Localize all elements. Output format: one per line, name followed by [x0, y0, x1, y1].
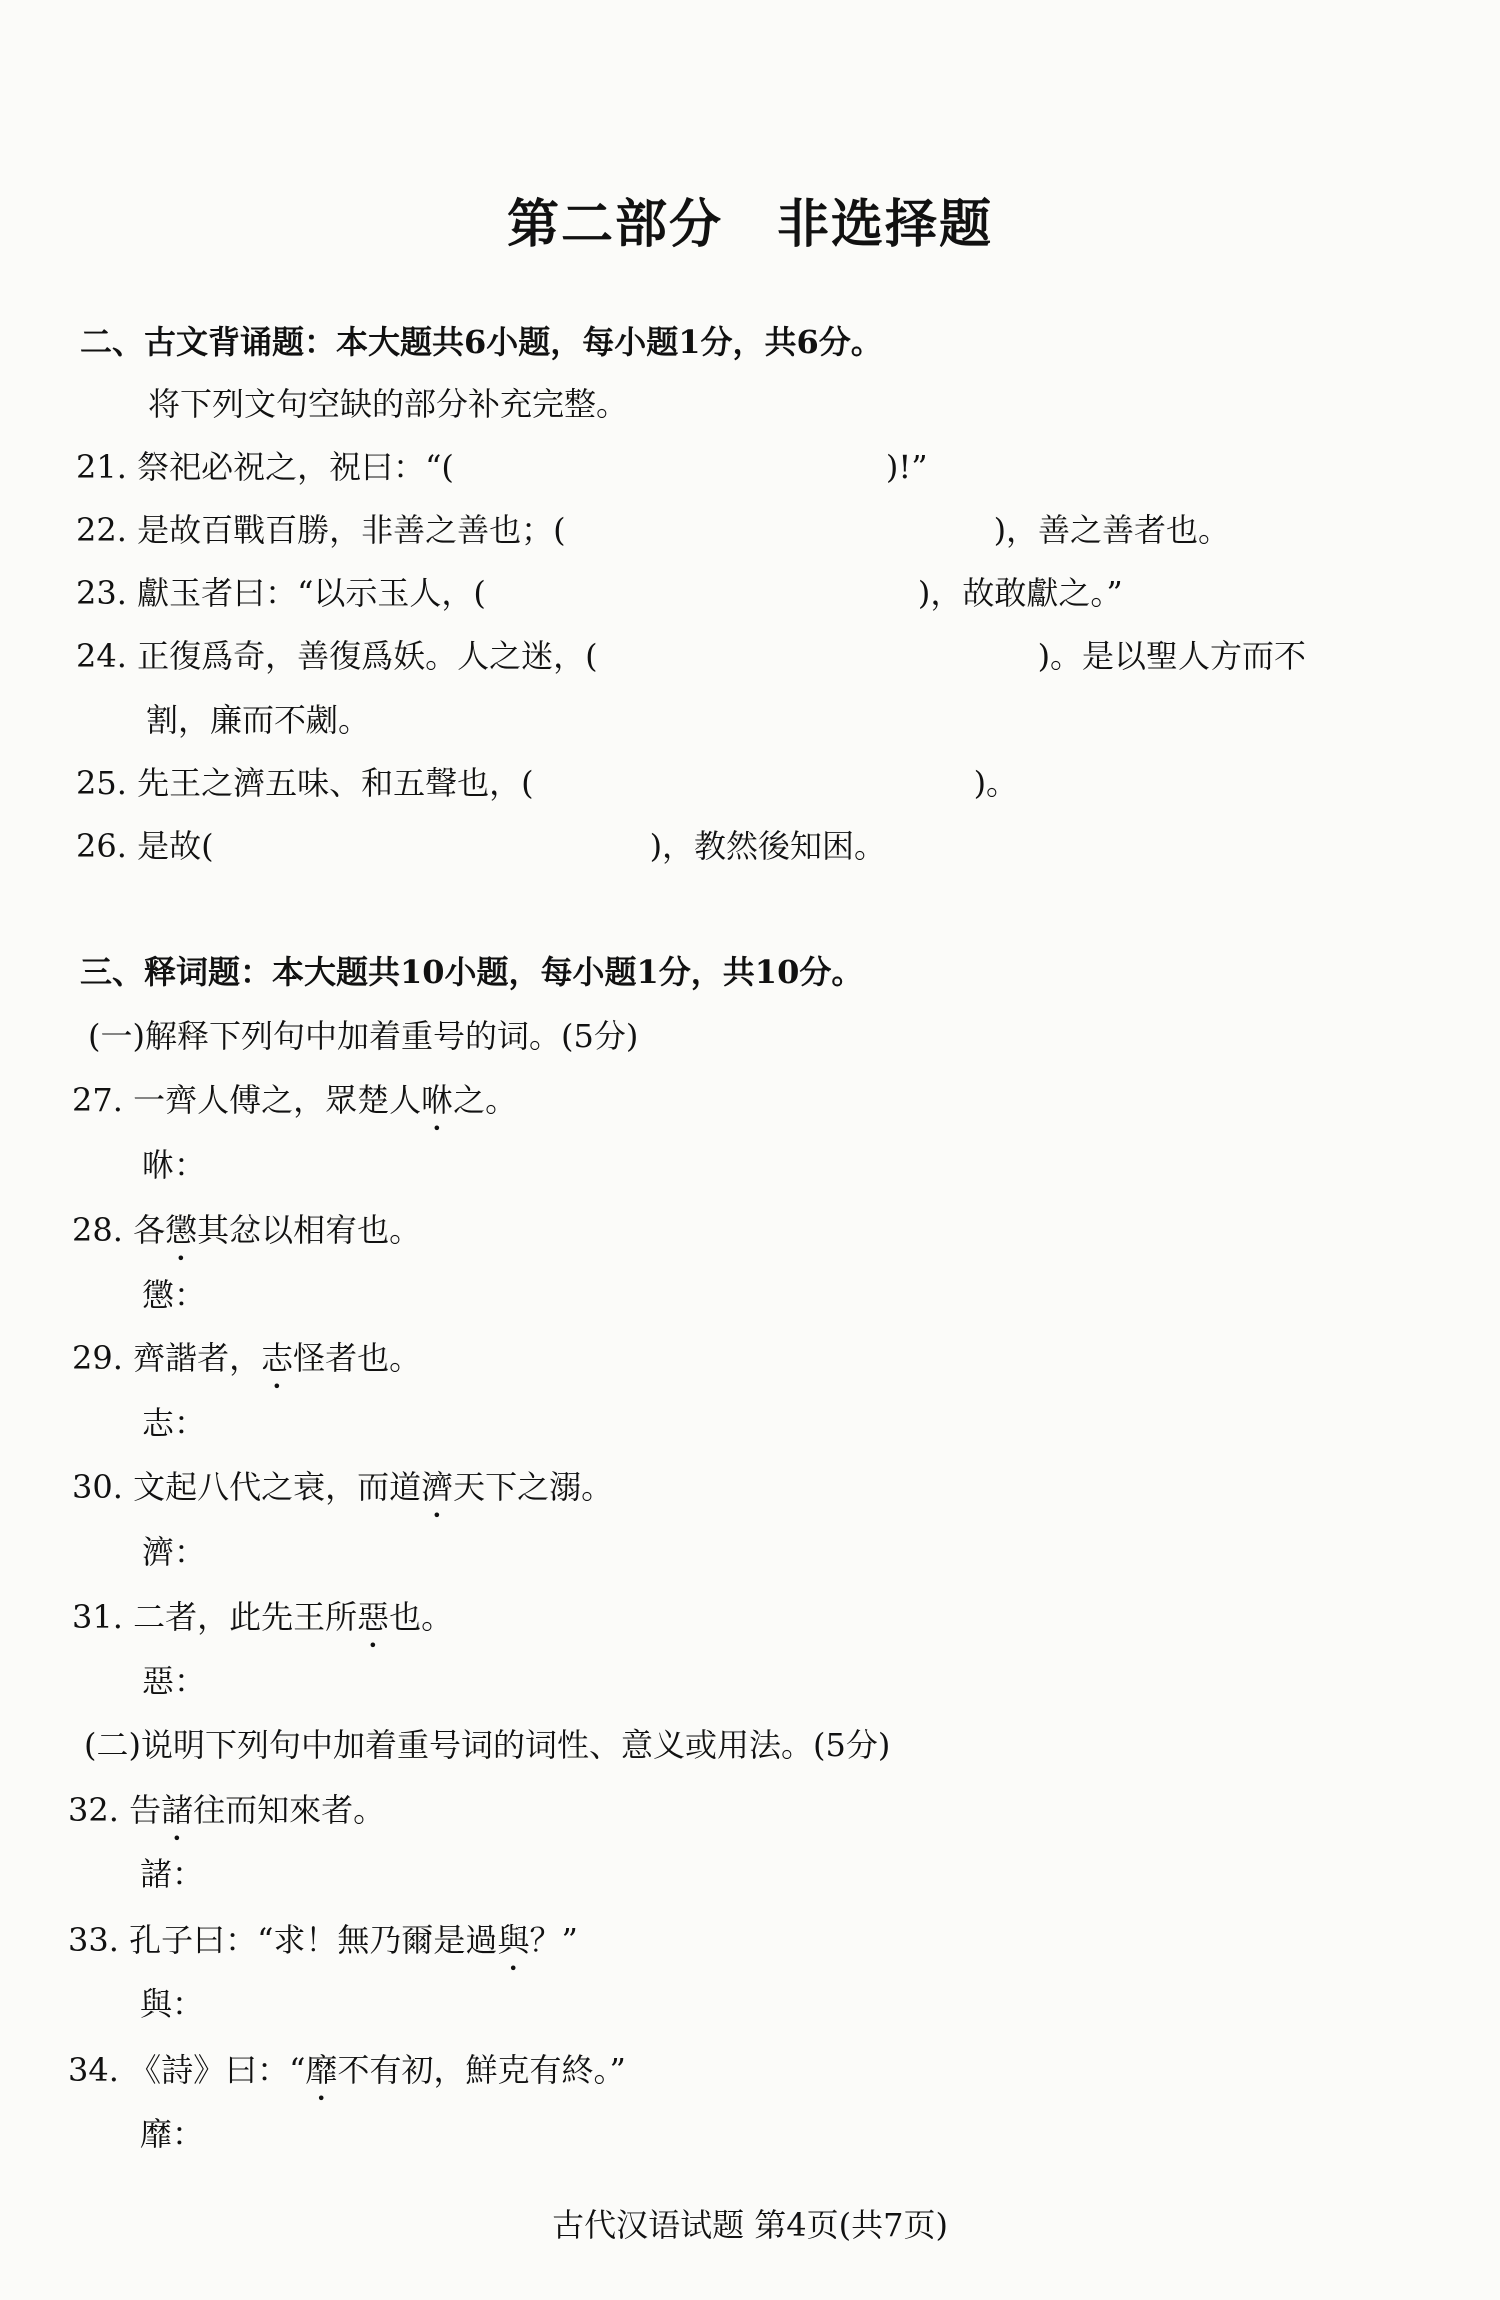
question-text: 孔子曰：“求！無乃爾是過 — [129, 1921, 498, 1959]
question-text: 獻玉者曰：“以示玉人，( — [137, 574, 486, 612]
question-text-end: )，善之善者也。 — [993, 511, 1231, 549]
question-text-end: )。 — [973, 764, 1019, 802]
question-34 — [68, 2050, 626, 2108]
question-number: 24. — [76, 637, 127, 675]
question-30 — [72, 1467, 613, 1525]
page-footer: 古代汉语试题 第4页(共7页) — [552, 2206, 948, 2244]
emphasized-word: 志 — [261, 1339, 294, 1377]
question-text-end: 怪者也。 — [293, 1339, 422, 1377]
question-number: 31. — [72, 1598, 123, 1636]
question-25 — [76, 763, 1018, 803]
emphasized-word: 惡 — [357, 1598, 390, 1636]
question-number: 30. — [72, 1468, 123, 1506]
emphasized-word: 靡 — [305, 2051, 338, 2089]
answer-label-27: 咻： — [142, 1146, 207, 1184]
emphasized-word: 濟 — [421, 1468, 454, 1506]
question-32 — [68, 1790, 385, 1848]
section2-instruction: 将下列文句空缺的部分补充完整。 — [148, 385, 629, 423]
emphasized-word: 咻 — [421, 1081, 454, 1119]
page-title: 第二部分 非选择题 — [506, 195, 993, 255]
question-text: 告 — [129, 1791, 162, 1829]
question-27 — [72, 1080, 517, 1138]
emphasized-word: 懲 — [165, 1211, 198, 1249]
question-24 — [76, 636, 1306, 676]
question-text-end: 也。 — [389, 1598, 454, 1636]
question-text-end: 不有初，鮮克有終。” — [337, 2051, 626, 2089]
question-text-end: 之。 — [453, 1081, 518, 1119]
question-text: 正復爲奇，善復爲妖。人之迷，( — [137, 637, 598, 675]
question-text-end: 其忿以相宥也。 — [197, 1211, 422, 1249]
question-text-end: )。是以聖人方而不 — [1037, 637, 1307, 675]
answer-label-30: 濟： — [142, 1533, 207, 1571]
question-number: 34. — [68, 2051, 119, 2089]
answer-label-32: 諸： — [140, 1855, 205, 1893]
question-text: 二者，此先王所 — [133, 1598, 358, 1636]
question-text: 是故百戰百勝，非善之善也；( — [137, 511, 566, 549]
section2-heading: 二、古文背诵题：本大题共6小题，每小题1分，共6分。 — [80, 323, 883, 361]
question-number: 25. — [76, 764, 127, 802]
question-text: 齊諧者， — [133, 1339, 262, 1377]
question-number: 29. — [72, 1339, 123, 1377]
emphasized-word: 與 — [497, 1921, 530, 1959]
question-text-end: )，教然後知困。 — [649, 827, 887, 865]
question-22 — [76, 510, 1230, 550]
question-29 — [72, 1338, 421, 1396]
question-number: 33. — [68, 1921, 119, 1959]
question-number: 23. — [76, 574, 127, 612]
question-text: 祭祀必祝之，祝曰：“( — [137, 448, 454, 486]
question-24-continued: 割，廉而不劌。 — [146, 701, 371, 739]
answer-label-29: 志： — [142, 1404, 207, 1442]
question-21 — [76, 447, 928, 487]
question-33 — [68, 1920, 578, 1978]
question-text-end: 往而知來者。 — [193, 1791, 386, 1829]
question-number: 27. — [72, 1081, 123, 1119]
question-text-end: 天下之溺。 — [453, 1468, 614, 1506]
question-text-end: )!” — [885, 448, 928, 486]
question-number: 28. — [72, 1211, 123, 1249]
section3-heading: 三、释词题：本大题共10小题，每小题1分，共10分。 — [80, 953, 864, 991]
question-number: 21. — [76, 448, 127, 486]
question-number: 26. — [76, 827, 127, 865]
question-text-end: )，故敢獻之。” — [917, 574, 1123, 612]
question-text: 文起八代之衰，而道 — [133, 1468, 422, 1506]
section3-part2-heading: (二)说明下列句中加着重号词的词性、意义或用法。(5分) — [84, 1726, 891, 1764]
question-number: 22. — [76, 511, 127, 549]
question-number: 32. — [68, 1791, 119, 1829]
question-text: 先王之濟五味、和五聲也，( — [137, 764, 534, 802]
answer-label-34: 靡： — [140, 2115, 205, 2153]
question-text: 《詩》曰：“ — [129, 2051, 306, 2089]
answer-label-31: 惡： — [142, 1662, 207, 1700]
question-text: 各 — [133, 1211, 166, 1249]
answer-label-28: 懲： — [142, 1276, 207, 1314]
question-26 — [76, 826, 886, 866]
question-23 — [76, 573, 1123, 613]
question-text: 是故( — [137, 827, 214, 865]
question-28 — [72, 1210, 421, 1268]
section3-part1-heading: (一)解释下列句中加着重号的词。(5分) — [88, 1017, 639, 1055]
answer-label-33: 與： — [140, 1985, 205, 2023]
emphasized-word: 諸 — [161, 1791, 194, 1829]
question-text-end: ？” — [529, 1921, 578, 1959]
question-text: 一齊人傅之，眾楚人 — [133, 1081, 422, 1119]
question-31 — [72, 1597, 453, 1655]
